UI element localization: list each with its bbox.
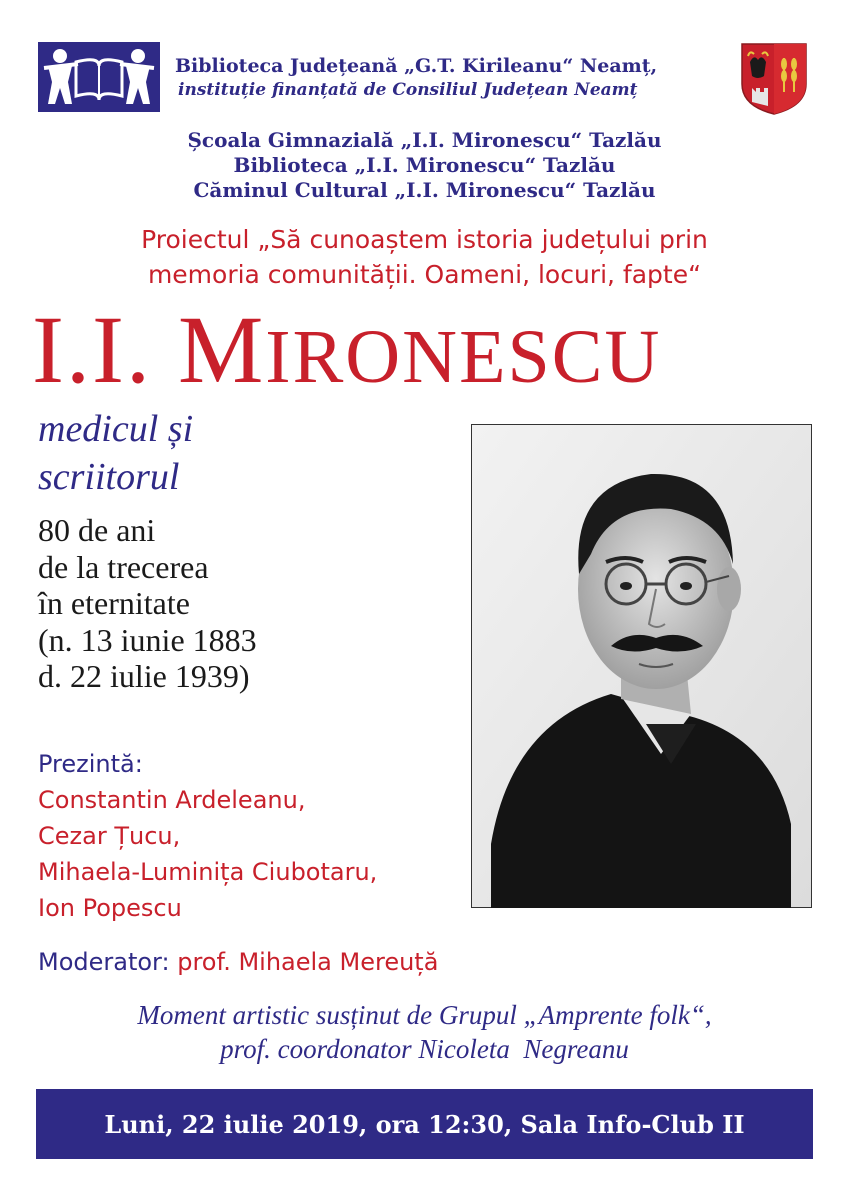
anniversary-text bbox=[38, 512, 438, 695]
moderator-separator: : bbox=[161, 948, 178, 976]
anniversary-line-5: d. 22 iulie 1939) bbox=[38, 658, 250, 694]
moment-line-2: prof. coordonator Nicoleta Negreanu bbox=[220, 1034, 629, 1064]
project-line-2: memoria comunității. Oameni, locuri, fapte“ bbox=[147, 260, 702, 289]
organizer-school: Școala Gimnazială „I.I. Mironescu“ Tazlău bbox=[187, 128, 662, 152]
anniversary-line-1: 80 de ani bbox=[38, 512, 156, 548]
title-rest: IRONESCU bbox=[265, 315, 662, 399]
moderator-label: Moderator bbox=[38, 948, 162, 976]
portrait-photo bbox=[471, 424, 812, 908]
moderator-name: prof. Mihaela Mereuță bbox=[177, 948, 439, 976]
project-line-1: Proiectul „Să cunoaștem istoria județului prin bbox=[141, 225, 708, 254]
presenter-name: Mihaela-Luminița Ciubotaru, bbox=[38, 858, 378, 886]
subtitle-line-1: medicul și bbox=[38, 408, 194, 450]
main-title bbox=[32, 296, 832, 407]
event-date-banner bbox=[36, 1089, 813, 1159]
event-date-text: Luni, 22 iulie 2019, ora 12:30, Sala Info-Club II bbox=[104, 1109, 745, 1139]
anniversary-line-2: de la trecerea bbox=[38, 548, 209, 585]
funding-line: instituție finanțată de Consiliul Județean Neamț bbox=[178, 80, 638, 100]
presenter-name: Cezar Țucu, bbox=[38, 822, 181, 850]
title-initials: I.I. M bbox=[32, 296, 266, 403]
moderator-line bbox=[38, 948, 738, 976]
organizer-cultural-center: Căminul Cultural „I.I. Mironescu“ Tazlău bbox=[193, 178, 656, 202]
presenter-name: Ion Popescu bbox=[38, 894, 182, 922]
organizers bbox=[0, 128, 849, 203]
anniversary-line-3: în eternitate bbox=[38, 585, 190, 621]
presenters-block bbox=[38, 746, 468, 926]
anniversary-line-4: (n. 13 iunie 1883 bbox=[38, 621, 257, 658]
presenters-label: Prezintă: bbox=[38, 750, 143, 778]
library-name: Biblioteca Județeană „G.T. Kirileanu“ Neamț, bbox=[175, 55, 658, 77]
presenter-name: Constantin Ardeleanu, bbox=[38, 786, 306, 814]
subtitle-line-2: scriitorul bbox=[38, 456, 180, 498]
moment-line-1: Moment artistic susținut de Grupul „Amprente folk“, bbox=[137, 1000, 712, 1030]
organizer-library: Biblioteca „I.I. Mironescu“ Tazlău bbox=[233, 153, 616, 177]
county-crest-icon bbox=[738, 40, 810, 116]
subtitle bbox=[38, 405, 438, 501]
artistic-moment bbox=[0, 998, 849, 1066]
library-logo-icon bbox=[38, 42, 160, 112]
project-title bbox=[0, 222, 849, 292]
